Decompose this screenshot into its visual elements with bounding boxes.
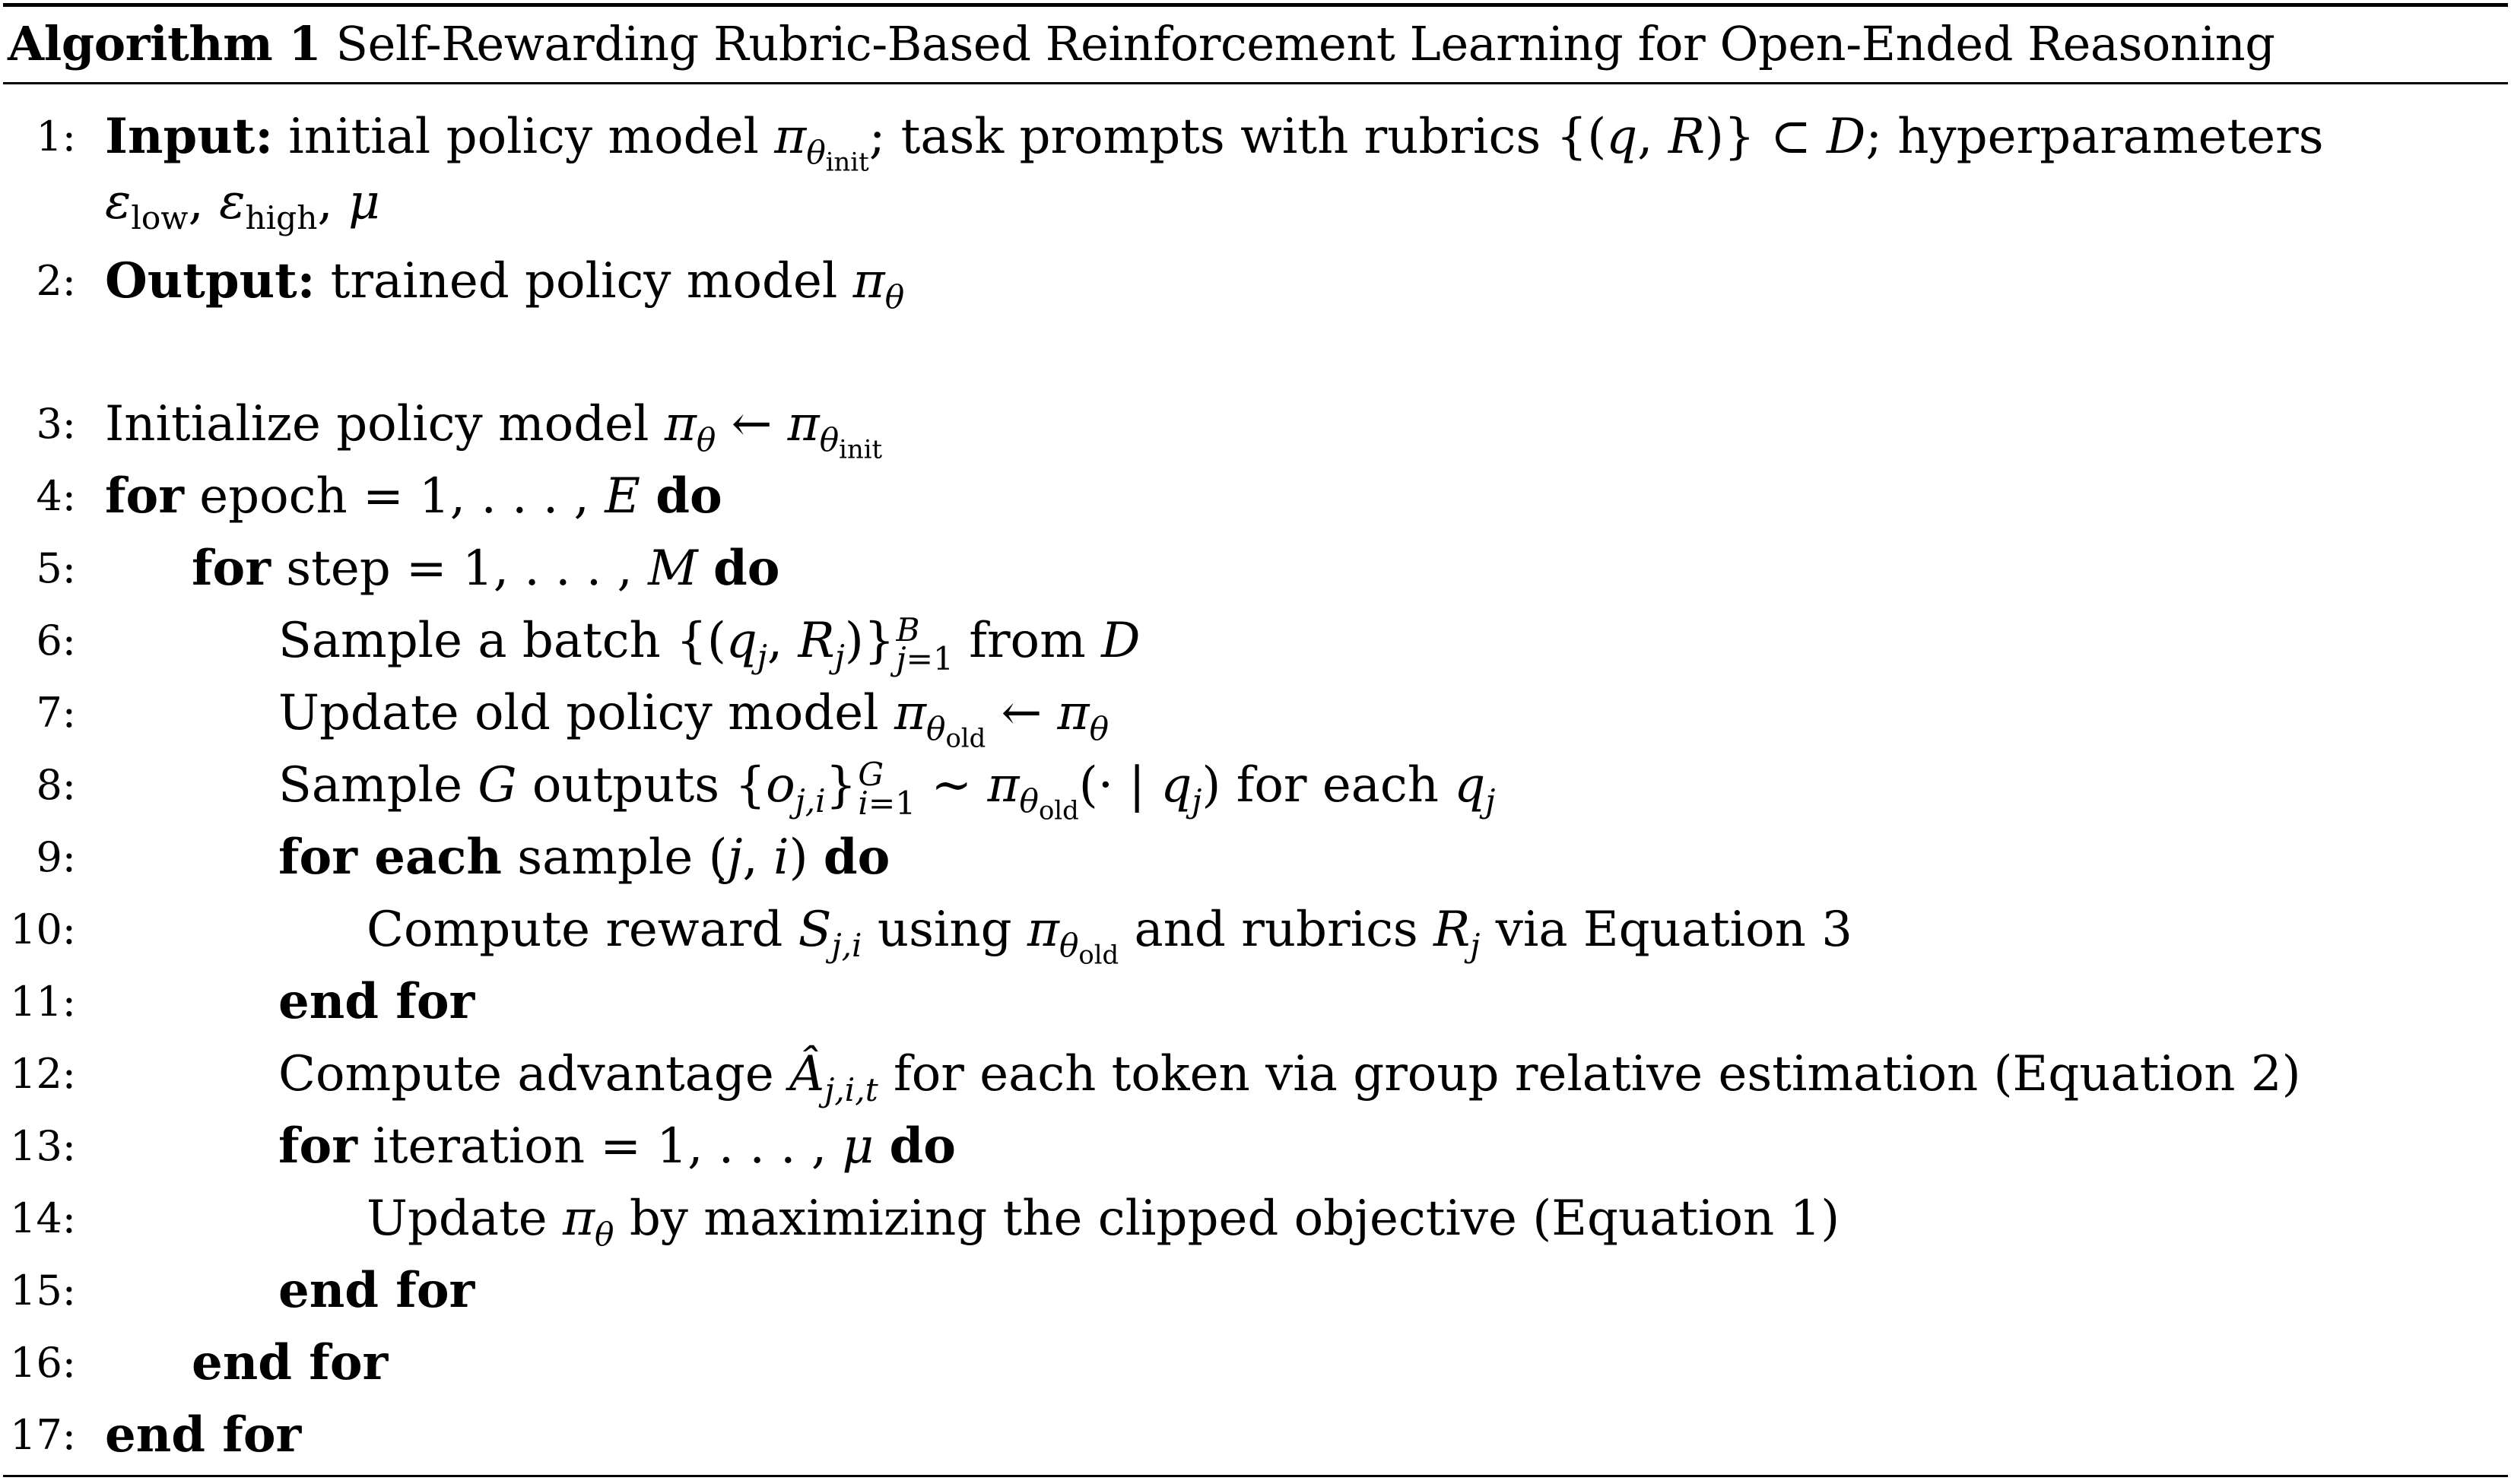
algorithm-caption: Self-Rewarding Rubric-Based Reinforcement Learning for Open-Ended Reasoning bbox=[335, 16, 2275, 71]
line-number: 8: bbox=[36, 761, 76, 809]
line-number: 16: bbox=[10, 1339, 76, 1387]
hyperparameter-list: $\varepsilon_{low}$, $\varepsilon_{high}$, μ bbox=[105, 174, 380, 236]
line-number: 11: bbox=[10, 978, 76, 1026]
math-pi-theta: $\pi_\theta$ bbox=[852, 253, 905, 316]
math-pi-theta-init: $\pi_{\theta_{init}}$ bbox=[774, 109, 869, 177]
line-number: 6: bbox=[36, 617, 76, 664]
line-number: 12: bbox=[10, 1050, 76, 1098]
line-number: 7: bbox=[36, 689, 76, 737]
line-number: 3: bbox=[36, 400, 76, 448]
line-content: Input: initial policy model $\pi_{\theta_{init}}$; task prompts with rubrics {(q, R)} ⊂ D; hyperparameters bbox=[105, 108, 2324, 177]
line-content: Update old policy model $\pi_{\theta_{old}}$ ← $\pi_\theta$ bbox=[278, 685, 1109, 753]
line-number: 17: bbox=[10, 1411, 76, 1459]
line-content: end for bbox=[278, 973, 475, 1030]
line-number: 1: bbox=[36, 113, 76, 160]
line-content: end for bbox=[105, 1406, 302, 1463]
algorithm-title bbox=[8, 14, 2275, 75]
line-number: 2: bbox=[36, 257, 76, 305]
math-init-assign: $\pi_\theta$ ← $\pi_{\theta_{init}}$ bbox=[664, 396, 883, 465]
line-number: 14: bbox=[10, 1194, 76, 1242]
input-keyword: Input: bbox=[105, 108, 273, 165]
line-content: Sample G outputs $\{o_{j,i}\}$ G i=1 ∼ $\pi_{\theta_{old}}(\cdot$ | $q_j$) for each $q_j$ bbox=[278, 755, 1496, 826]
line-content: for epoch = 1, . . . , E do bbox=[105, 468, 722, 525]
line-content: Initialize policy model $\pi_\theta$ ← $\pi_{\theta_{init}}$ bbox=[105, 396, 883, 465]
math-old-assign: $\pi_{\theta_{old}}$ ← $\pi_\theta$ bbox=[894, 685, 1109, 753]
line-content: for iteration = 1, . . . , μ do bbox=[278, 1118, 956, 1175]
math-dataset: {(q, R)} ⊂ D bbox=[1556, 109, 1866, 165]
line-number: 9: bbox=[36, 833, 76, 881]
algorithm-label: Algorithm 1 bbox=[8, 16, 322, 71]
title-rule bbox=[3, 82, 2508, 84]
line-content: for step = 1, . . . , M do bbox=[192, 540, 780, 597]
line-content: end for bbox=[278, 1262, 475, 1319]
line-content: Update $\pi_\theta$ by maximizing the clipped objective (Equation 1) bbox=[367, 1191, 1840, 1253]
top-rule bbox=[3, 3, 2508, 7]
line-content: Sample a batch {($q_j$, $R_j$)} B j=1 from D bbox=[278, 610, 1141, 677]
output-keyword: Output: bbox=[105, 252, 316, 309]
line-number: 10: bbox=[10, 905, 76, 953]
line-content: Output: trained policy model $\pi_\theta$ bbox=[105, 252, 905, 316]
math-sample-outputs: $\{o_{j,i}\}$ G i=1 ∼ $\pi_{\theta_{old}}(\cdot$ | $q_j$) bbox=[735, 755, 1221, 826]
bottom-rule bbox=[3, 1475, 2508, 1477]
math-batch: {($q_j$, $R_j$)} B j=1 bbox=[676, 610, 954, 677]
line-content: Compute advantage $Â_{j,i,t}$ for each token via group relative estimation (Equation 2) bbox=[278, 1046, 2301, 1108]
line-number: 5: bbox=[36, 544, 76, 592]
line-number: 4: bbox=[36, 472, 76, 520]
line-number: 13: bbox=[10, 1122, 76, 1170]
line-content: Compute reward $S_{j,i}$ using $\pi_{\theta_{old}}$ and rubrics $R_j$ via Equation 3 bbox=[367, 902, 1852, 970]
line-content: for each sample (j, i) do bbox=[278, 829, 890, 886]
line-number: 15: bbox=[10, 1267, 76, 1314]
line-content: end for bbox=[192, 1334, 389, 1391]
